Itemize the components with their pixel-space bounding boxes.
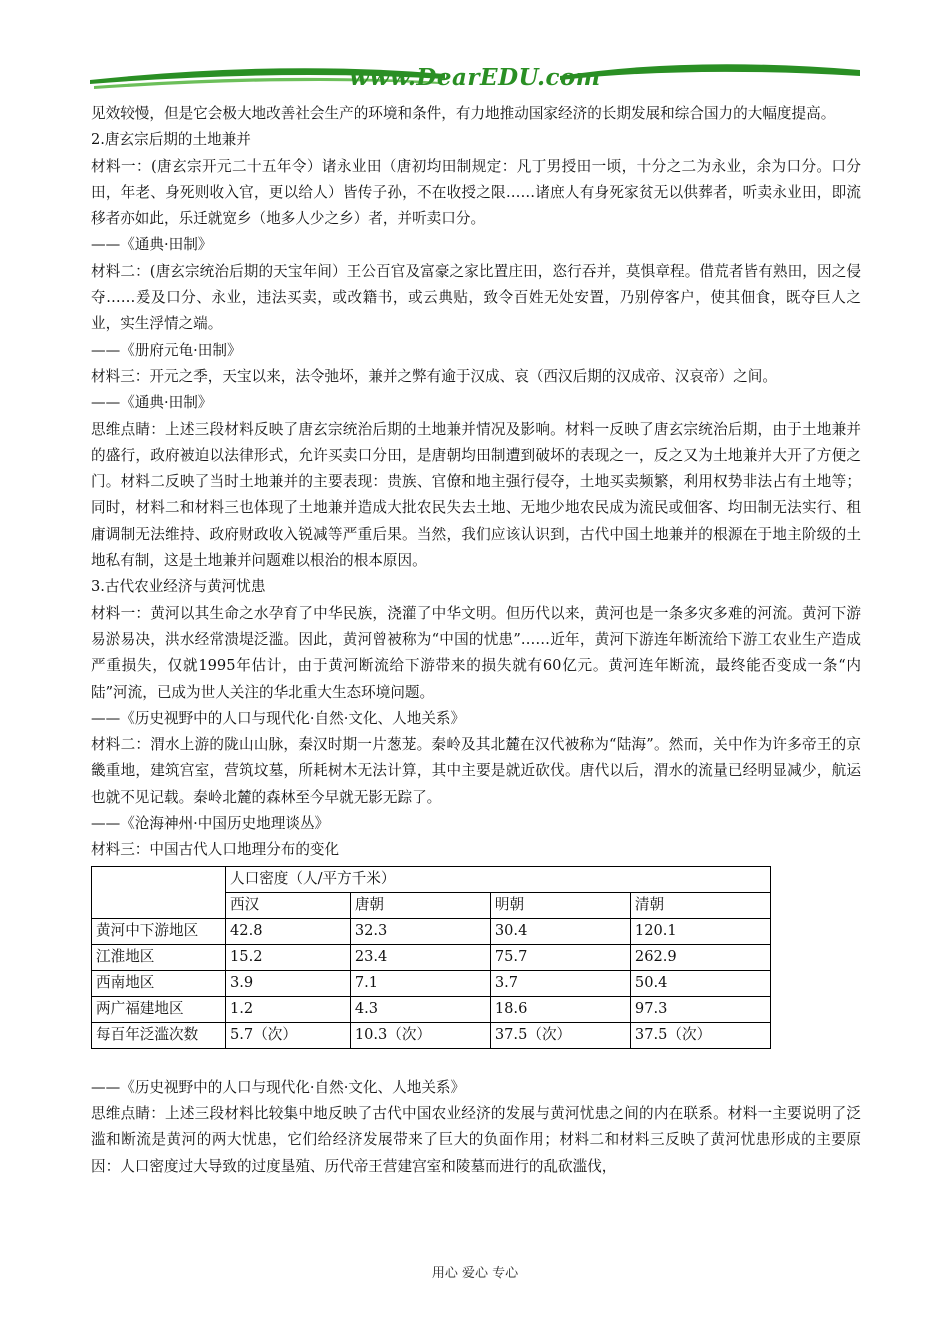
table-cell: 5.7（次） xyxy=(226,1022,351,1048)
table-row xyxy=(92,918,771,944)
section-heading-2: 2.唐玄宗后期的土地兼并 xyxy=(91,131,251,149)
table-cell: 97.3 xyxy=(630,996,770,1022)
table-group-header: 人口密度（人/平方千米） xyxy=(226,866,771,892)
material-2-tang: 材料二：(唐玄宗统治后期的天宝年间）王公百官及富豪之家比置庄田，恣行吞并，莫惧章程。借荒者皆有熟田，因之侵夺……爰及口分、永业，违法买卖，或改籍书，或云典贴，致令百姓无处安置，乃别停客户，使其佃食，既夺巨人之业，实生浮情之端。 xyxy=(91,262,861,333)
paragraph-continuation: 见效较慢，但是它会极大地改善社会生产的环境和条件，有力地推动国家经济的长期发展和综合国力的大幅度提高。 xyxy=(91,105,836,122)
table-corner-cell xyxy=(92,866,226,918)
citation: ——《历史视野中的人口与现代化·自然·文化、人地关系》 xyxy=(91,709,466,727)
row-label: 西南地区 xyxy=(92,970,226,996)
row-label: 黄河中下游地区 xyxy=(92,918,226,944)
table-row xyxy=(92,1022,771,1048)
table-cell: 32.3 xyxy=(350,918,490,944)
column-header: 西汉 xyxy=(226,892,351,918)
table-cell: 75.7 xyxy=(490,944,630,970)
table-cell: 262.9 xyxy=(630,944,770,970)
table-header-row xyxy=(92,866,771,892)
table-spacer xyxy=(91,1049,861,1075)
material-3-heading: 材料三：中国古代人口地理分布的变化 xyxy=(91,841,340,859)
citation: ——《通典·田制》 xyxy=(91,394,213,412)
table-cell: 10.3（次） xyxy=(350,1022,490,1048)
population-density-table xyxy=(91,866,771,1049)
material-3-tang: 材料三：开元之季，天宝以来，法令弛坏，兼并之弊有逾于汉成、哀（西汉后期的汉成帝、汉哀帝）之间。 xyxy=(91,367,777,385)
table-row xyxy=(92,944,771,970)
table-cell: 3.7 xyxy=(490,970,630,996)
citation: ——《册府元龟·田制》 xyxy=(91,341,242,359)
table-cell: 1.2 xyxy=(226,996,351,1022)
column-header: 清朝 xyxy=(630,892,770,918)
citation: ——《历史视野中的人口与现代化·自然·文化、人地关系》 xyxy=(91,1078,466,1096)
column-header: 明朝 xyxy=(490,892,630,918)
table-cell: 15.2 xyxy=(226,944,351,970)
material-1-yellow-river: 材料一：黄河以其生命之水孕育了中华民族，浇灌了中华文明。但历代以来，黄河也是一条多灾多难的河流。黄河下游易淤易决，洪水经常溃堤泛滥。因此，黄河曾被称为“中国的忧患”……近年，黄河下游连年断流给下游工农业生产造成严重损失，仅就1995年估计，由于黄河断流给下游带来的损失就有60亿元。黄河连年断流，最终能否变成一条“内陆”河流，已成为世人关注的华北重大生态环境问题。 xyxy=(91,604,861,701)
table-cell: 3.9 xyxy=(226,970,351,996)
table-cell: 42.8 xyxy=(226,918,351,944)
row-label: 江淮地区 xyxy=(92,944,226,970)
analysis-yellow-river: 思维点睛：上述三段材料比较集中地反映了古代中国农业经济的发展与黄河忧患之间的内在联系。材料一主要说明了泛滥和断流是黄河的两大忧患，它们给经济发展带来了巨大的负面作用；材料二和材料三反映了黄河忧患形成的主要原因：人口密度过大导致的过度垦殖、历代帝王营建宫室和陵墓而进行的乱砍滥伐， xyxy=(91,1104,861,1175)
table-cell: 7.1 xyxy=(350,970,490,996)
table-cell: 120.1 xyxy=(630,918,770,944)
section-heading-3: 3.古代农业经济与黄河忧患 xyxy=(91,578,266,596)
row-label: 两广福建地区 xyxy=(92,996,226,1022)
table-cell: 18.6 xyxy=(490,996,630,1022)
table-cell: 37.5（次） xyxy=(490,1022,630,1048)
citation: ——《通典·田制》 xyxy=(91,236,213,254)
table-row xyxy=(92,996,771,1022)
page-footer: 用心 爱心 专心 xyxy=(431,1266,519,1281)
table-cell: 4.3 xyxy=(350,996,490,1022)
table-cell: 37.5（次） xyxy=(630,1022,770,1048)
analysis-tang: 思维点睛：上述三段材料反映了唐玄宗统治后期的土地兼并情况及影响。材料一反映了唐玄宗统治后期，由于土地兼并的盛行，政府被迫以法律形式，允许买卖口分田，是唐朝均田制遭到破坏的表现之一，反之又为土地兼并大开了方便之门。材料二反映了当时土地兼并的主要表现：贵族、官僚和地主强行侵夺，土地买卖频繁，利用权势非法占有土地等；同时，材料二和材料三也体现了土地兼并造成大批农民失去土地、无地少地农民成为流民或佃客、均田制无法实行、租庸调制无法维持、政府财政收入锐减等严重后果。当然，我们应该认识到，古代中国土地兼并的根源在于地主阶级的土地私有制，这是土地兼并问题难以根治的根本原因。 xyxy=(91,420,861,570)
material-2-yellow-river: 材料二：渭水上游的陇山山脉，秦汉时期一片葱茏。秦岭及其北麓在汉代被称为“陆海”。然而，关中作为许多帝王的京畿重地，建筑宫室，营筑坟墓，所耗树木无法计算，其中主要是就近砍伐。唐代以后，渭水的流量已经明显减少，航运也就不见记载。秦岭北麓的森林至今早就无影无踪了。 xyxy=(91,736,861,806)
table-cell: 30.4 xyxy=(490,918,630,944)
table-row xyxy=(92,970,771,996)
material-1-tang: 材料一：(唐玄宗开元二十五年令）诸永业田（唐初均田制规定：凡丁男授田一顷，十分之二为永业，余为口分。口分田，年老、身死则收入官，更以给人）皆传子孙，不在收授之限……诸庶人有身死家贫无以供葬者，听卖永业田，即流移者亦如此，乐迁就宽乡（地多人少之乡）者，并听卖口分。 xyxy=(91,157,861,228)
table-cell: 50.4 xyxy=(630,970,770,996)
site-header xyxy=(90,58,860,92)
document-body xyxy=(91,101,861,1180)
row-label: 每百年泛滥次数 xyxy=(92,1022,226,1048)
citation: ——《沧海神州·中国历史地理谈丛》 xyxy=(91,815,330,833)
site-logo[interactable]: www.DearEDU.com xyxy=(349,64,601,91)
table-cell: 23.4 xyxy=(350,944,490,970)
column-header: 唐朝 xyxy=(350,892,490,918)
